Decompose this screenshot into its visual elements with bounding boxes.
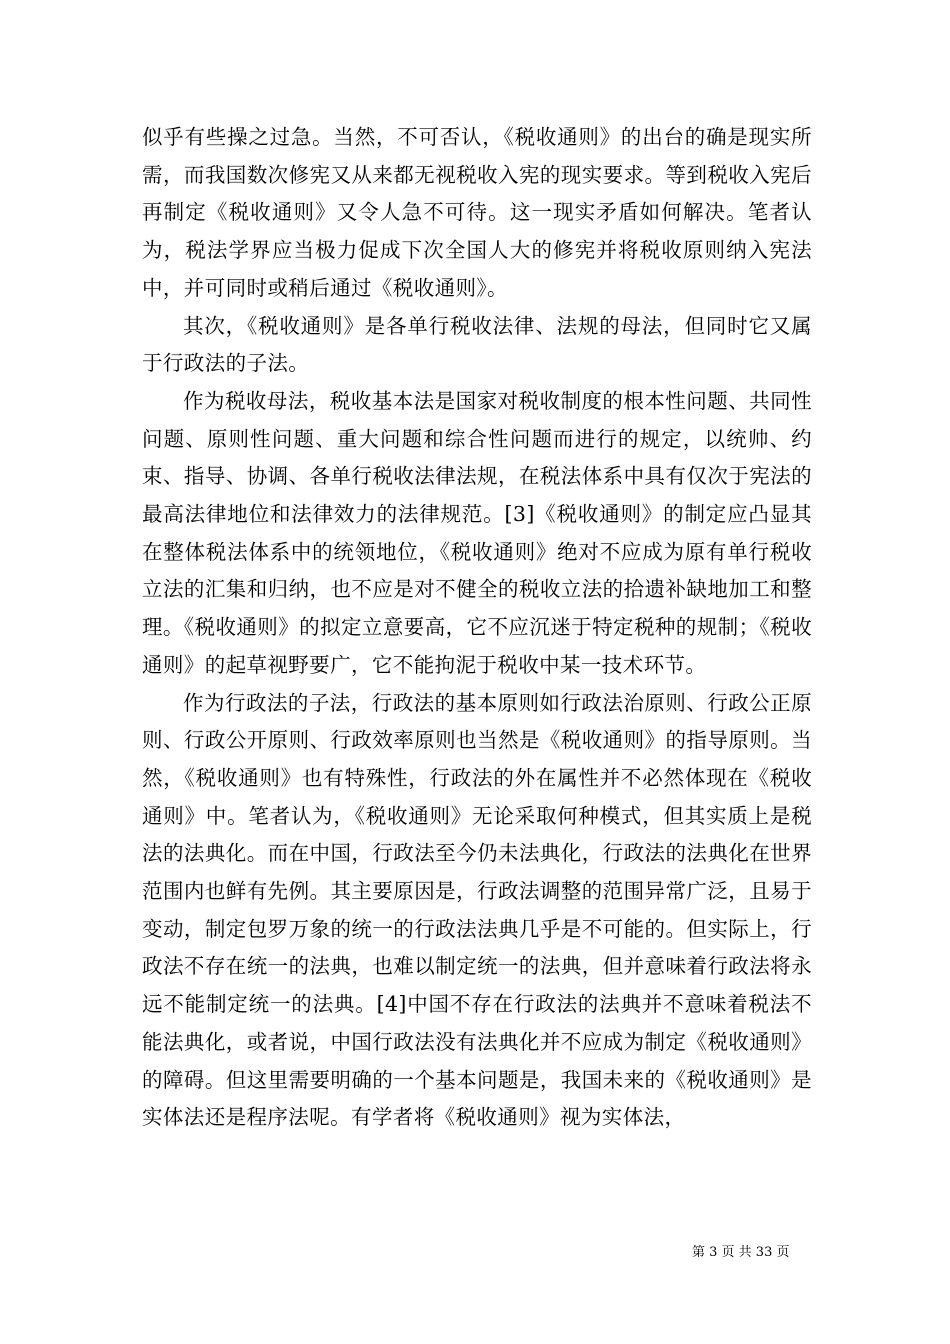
paragraph-3: 作为税收母法，税收基本法是国家对税收制度的根本性问题、共同性问题、原则性问题、重大问题和综合性问题而进行的规定，以统帅、约束、指导、协调、各单行税收法律法规，在税法体系中具有仅次于宪法的最高法律地位和法律效力的法律规范。[3]《税收通则》的制定应凸显其在整体税法体系中的统领地位，《税收通则》绝对不应成为原有单行税收立法的汇集和归纳，也不应是对不健全的税收立法的拾遗补缺地加工和整理。《税收通则》的拟定立意要高，它不应沉迷于特定税种的规制；《税收通则》的起草视野要广，它不能拘泥于税收中某一技术环节。 xyxy=(142,388,812,677)
paragraph-1: 似乎有些操之过急。当然，不可否认，《税收通则》的出台的确是现实所需，而我国数次修宪又从来都无视税收入宪的现实要求。等到税收入宪后再制定《税收通则》又令人急不可待。这一现实矛盾如何解决。笔者认为，税法学界应当极力促成下次全国人大的修宪并将税收原则纳入宪法中，并可同时或稍后通过《税收通则》。 xyxy=(142,125,812,300)
paragraph-4: 作为行政法的子法，行政法的基本原则如行政法治原则、行政公正原则、行政公开原则、行政效率原则也当然是《税收通则》的指导原则。当然，《税收通则》也有特殊性，行政法的外在属性并不必然体现在《税收通则》中。笔者认为，《税收通则》无论采取何种模式，但其实质上是税法的法典化。而在中国，行政法至今仍未法典化，行政法的法典化在世界范围内也鲜有先例。其主要原因是，行政法调整的范围异常广泛，且易于变动，制定包罗万象的统一的行政法法典几乎是不可能的。但实际上，行政法不存在统一的法典，也难以制定统一的法典，但并意味着行政法将永远不能制定统一的法典。[4]中国不存在行政法的法典并不意味着税法不能法典化，或者说，中国行政法没有法典化并不应成为制定《税收通则》的障碍。但这里需要明确的一个基本问题是，我国未来的《税收通则》是实体法还是程序法呢。有学者将《税收通则》视为实体法， xyxy=(142,690,812,1130)
body-text xyxy=(142,119,812,1137)
page-number-footer: 第 3 页 共 33 页 xyxy=(692,1245,790,1260)
paragraph-2: 其次，《税收通则》是各单行税收法律、法规的母法，但同时它又属于行政法的子法。 xyxy=(142,313,812,376)
